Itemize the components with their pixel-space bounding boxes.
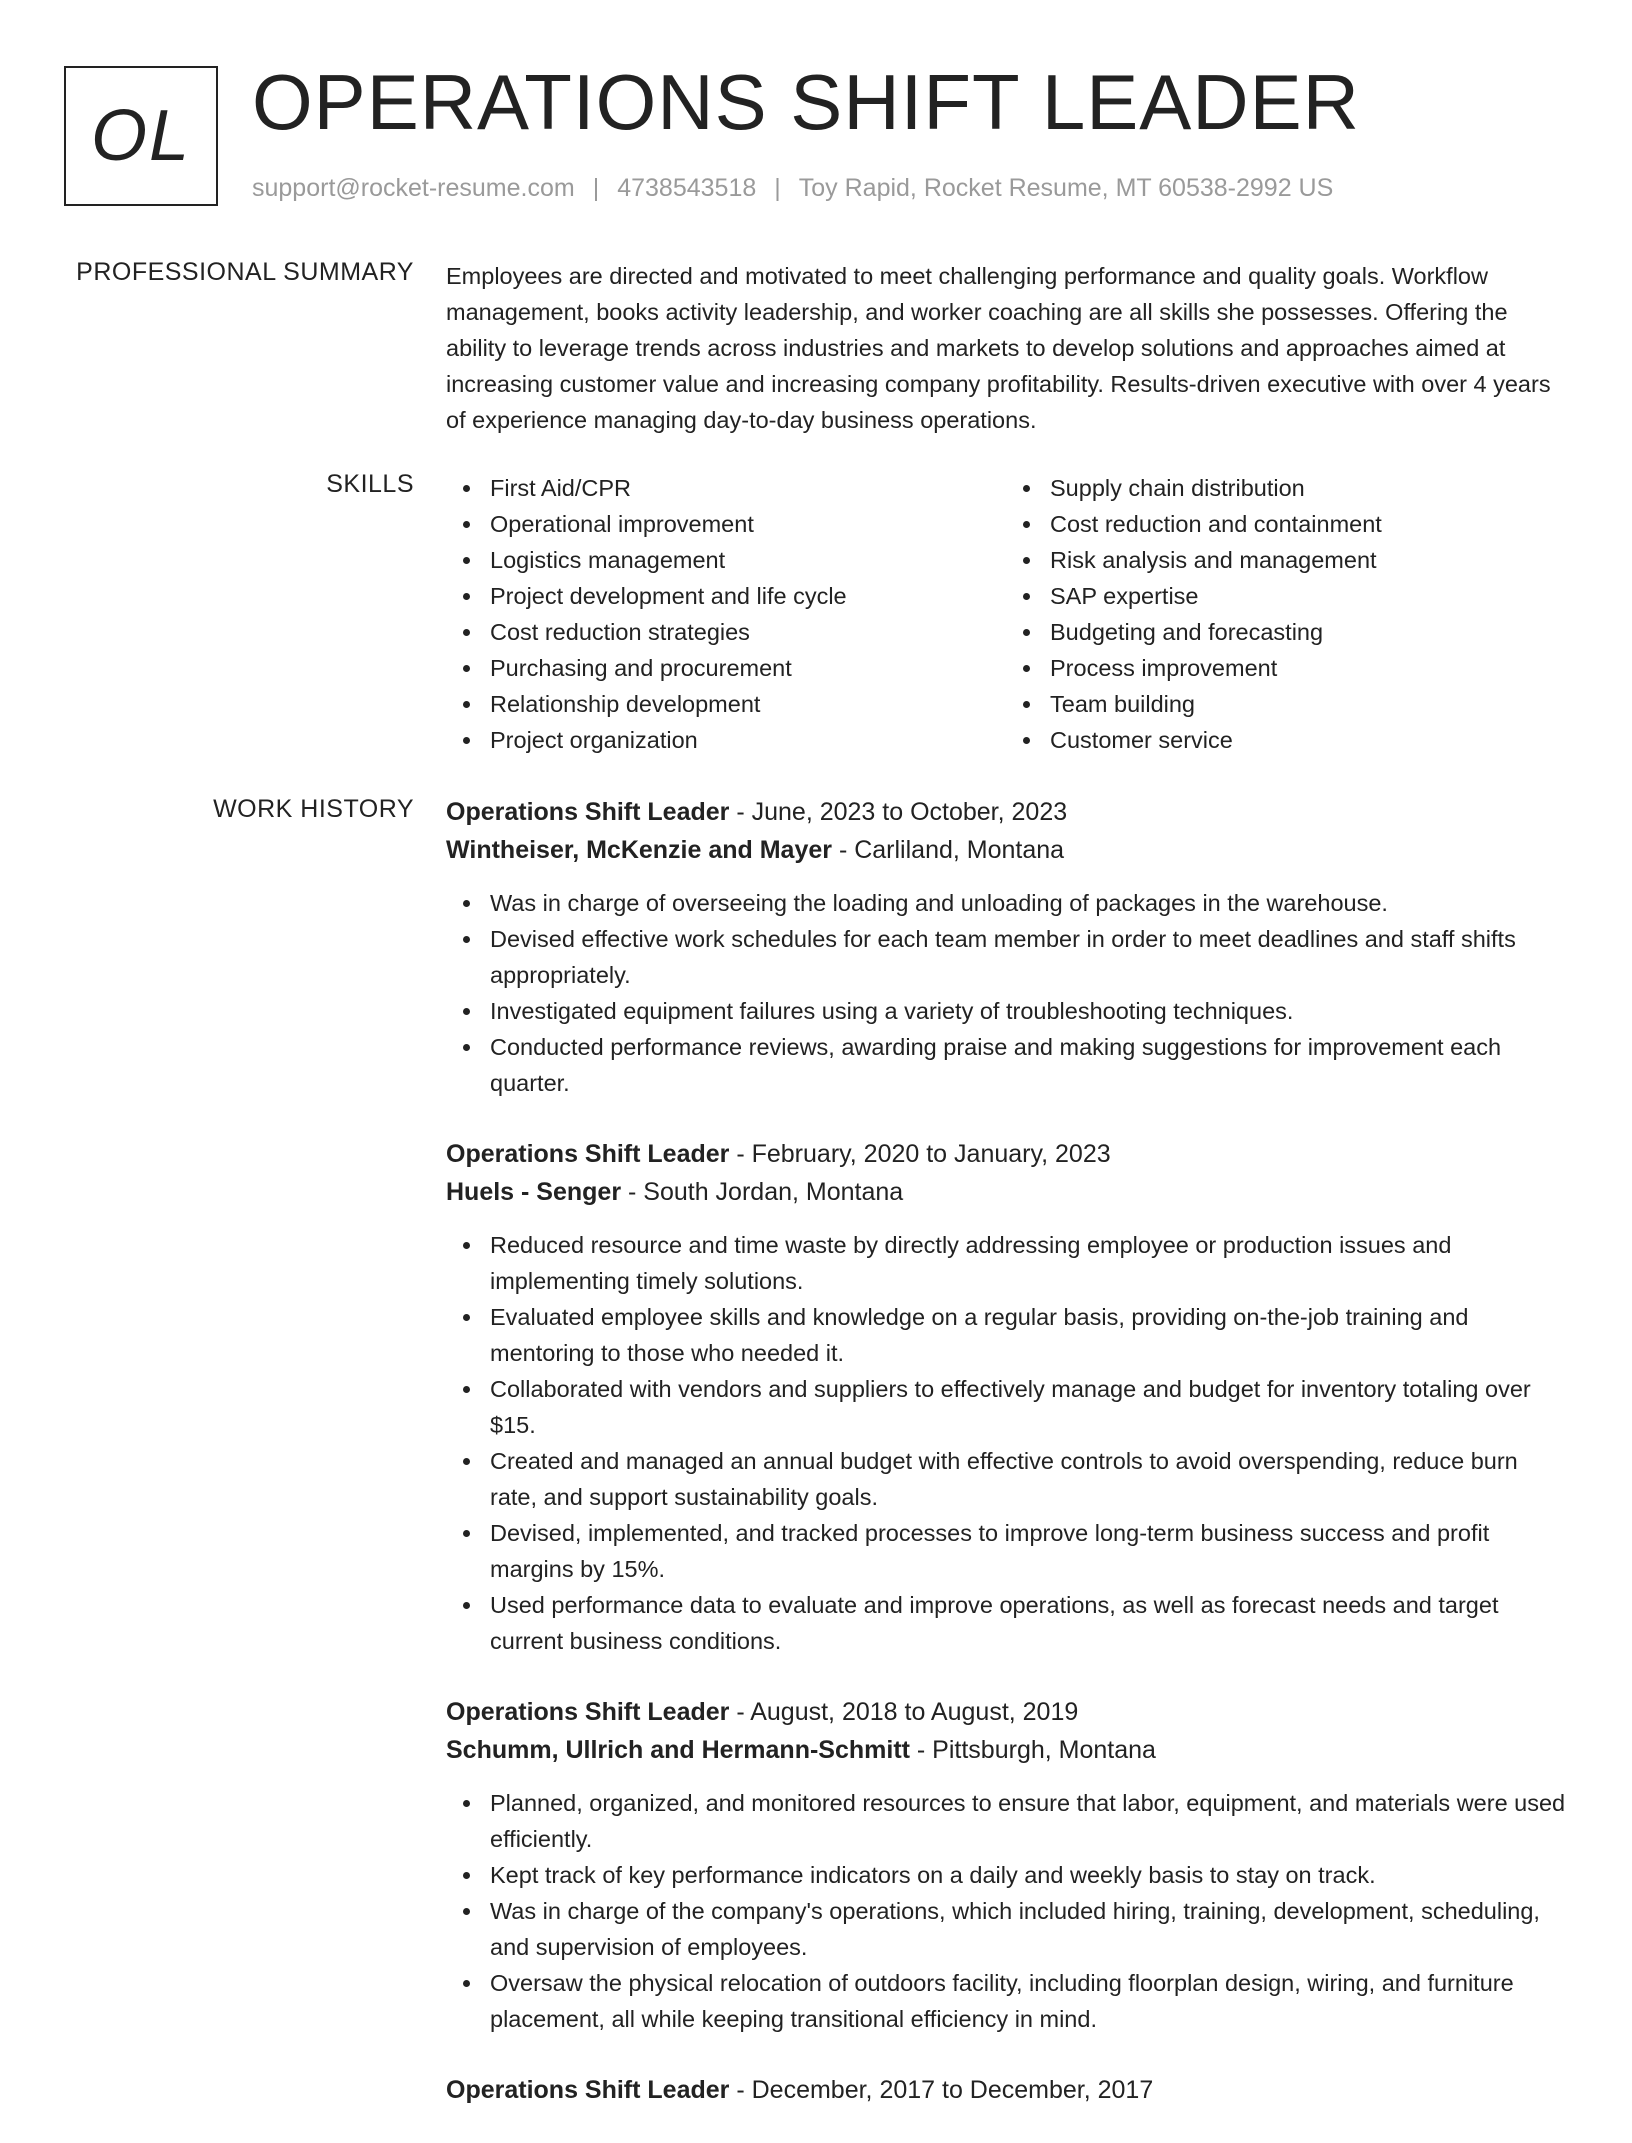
skill-item: Cost reduction and containment [1050, 506, 1566, 542]
skills-heading: SKILLS [326, 470, 414, 498]
job-bullet: Kept track of key performance indicators on a daily and weekly basis to stay on track. [490, 1857, 1566, 1893]
job-location: - Pittsburgh, Montana [909, 1736, 1156, 1764]
skill-item: Operational improvement [490, 506, 1006, 542]
skill-item: Team building [1050, 686, 1566, 722]
job-bullet: Planned, organized, and monitored resources to ensure that labor, equipment, and materials were used efficiently. [490, 1785, 1566, 1857]
job-entry [446, 2071, 1566, 2109]
job-role: Operations Shift Leader [446, 2076, 730, 2104]
job-company-line [446, 1173, 1566, 1211]
job-bullet: Oversaw the physical relocation of outdoors facility, including floorplan design, wiring, and furniture placement, all while keeping transitional efficiency in mind. [490, 1965, 1566, 2037]
job-bullet: Reduced resource and time waste by directly addressing employee or production issues and implementing timely solutions. [490, 1227, 1566, 1299]
job-title-line [446, 793, 1566, 831]
skill-item: Risk analysis and management [1050, 542, 1566, 578]
job-bullets [446, 1227, 1566, 1659]
job-bullet: Was in charge of the company's operations, which included hiring, training, development, scheduling, and supervision of employees. [490, 1893, 1566, 1965]
job-bullet: Devised effective work schedules for each team member in order to meet deadlines and staff shifts appropriately. [490, 921, 1566, 993]
skill-item: Supply chain distribution [1050, 470, 1566, 506]
job-location: - South Jordan, Montana [621, 1178, 904, 1206]
job-entry [446, 1135, 1566, 1659]
job-bullet: Was in charge of overseeing the loading and unloading of packages in the warehouse. [490, 885, 1566, 921]
contact-line [252, 174, 1333, 203]
skill-item: Budgeting and forecasting [1050, 614, 1566, 650]
job-bullets [446, 885, 1566, 1101]
job-role: Operations Shift Leader [446, 1140, 730, 1168]
job-company: Wintheiser, McKenzie and Mayer [446, 836, 832, 864]
job-bullets [446, 1785, 1566, 2037]
job-title-line [446, 1135, 1566, 1173]
contact-separator: | [592, 174, 600, 202]
job-company: Huels - Senger [446, 1178, 622, 1206]
contact-email: support@rocket-resume.com [252, 174, 575, 202]
job-bullet: Used performance data to evaluate and improve operations, as well as forecast needs and target current business conditions. [490, 1587, 1566, 1659]
skills-body [446, 470, 1566, 758]
job-role: Operations Shift Leader [446, 1698, 730, 1726]
job-title-line [446, 2071, 1566, 2109]
skill-item: Project organization [490, 722, 1006, 758]
skill-item: Customer service [1050, 722, 1566, 758]
job-bullet: Evaluated employee skills and knowledge on a regular basis, providing on-the-job training and mentoring to those who needed it. [490, 1299, 1566, 1371]
work-history-body [446, 793, 1566, 2143]
job-bullet: Created and managed an annual budget with effective controls to avoid overspending, reduce burn rate, and support sustainability goals. [490, 1443, 1566, 1515]
job-dates: - June, 2023 to October, 2023 [729, 798, 1068, 826]
skill-item: Logistics management [490, 542, 1006, 578]
job-bullet: Conducted performance reviews, awarding praise and making suggestions for improvement each quarter. [490, 1029, 1566, 1101]
job-dates: - August, 2018 to August, 2019 [729, 1698, 1079, 1726]
job-entry [446, 793, 1566, 1101]
monogram-initials: OL [90, 96, 192, 176]
summary-body [446, 258, 1566, 438]
skill-item: Process improvement [1050, 650, 1566, 686]
work-history-heading: WORK HISTORY [213, 795, 414, 823]
skill-item: Cost reduction strategies [490, 614, 1006, 650]
summary-heading: PROFESSIONAL SUMMARY [76, 258, 414, 286]
contact-phone: 4738543518 [617, 174, 757, 202]
skills-column-right [1006, 470, 1566, 758]
job-entry [446, 1693, 1566, 2037]
skill-item: First Aid/CPR [490, 470, 1006, 506]
job-company: Schumm, Ullrich and Hermann-Schmitt [446, 1736, 910, 1764]
job-title-line [446, 1693, 1566, 1731]
job-dates: - December, 2017 to December, 2017 [729, 2076, 1154, 2104]
job-company-line [446, 1731, 1566, 1769]
job-bullet: Investigated equipment failures using a variety of troubleshooting techniques. [490, 993, 1566, 1029]
skill-item: SAP expertise [1050, 578, 1566, 614]
job-bullet: Collaborated with vendors and suppliers to effectively manage and budget for inventory totaling over $15. [490, 1371, 1566, 1443]
contact-address: Toy Rapid, Rocket Resume, MT 60538-2992 US [798, 174, 1334, 202]
job-role: Operations Shift Leader [446, 798, 730, 826]
job-location: - Carliland, Montana [832, 836, 1065, 864]
summary-text: Employees are directed and motivated to meet challenging performance and quality goals. Workflow management, books activity leadership, and worker coaching are all skills she possesses. Offering the ability to leverage trends across industries and markets to develop solutions and approaches aimed at increasing customer value and increasing company profitability. Results-driven executive with over 4 years of experience managing day-to-day business operations. [446, 263, 1551, 433]
skill-item: Relationship development [490, 686, 1006, 722]
skills-column-left [446, 470, 1006, 758]
skills-grid [446, 470, 1566, 758]
skill-item: Project development and life cycle [490, 578, 1006, 614]
job-company-line [446, 831, 1566, 869]
job-bullet: Devised, implemented, and tracked processes to improve long-term business success and profit margins by 15%. [490, 1515, 1566, 1587]
contact-separator: | [774, 174, 781, 202]
skill-item: Purchasing and procurement [490, 650, 1006, 686]
monogram-badge [64, 66, 218, 206]
resume-title: OPERATIONS SHIFT LEADER [252, 58, 1360, 146]
job-dates: - February, 2020 to January, 2023 [729, 1140, 1111, 1168]
